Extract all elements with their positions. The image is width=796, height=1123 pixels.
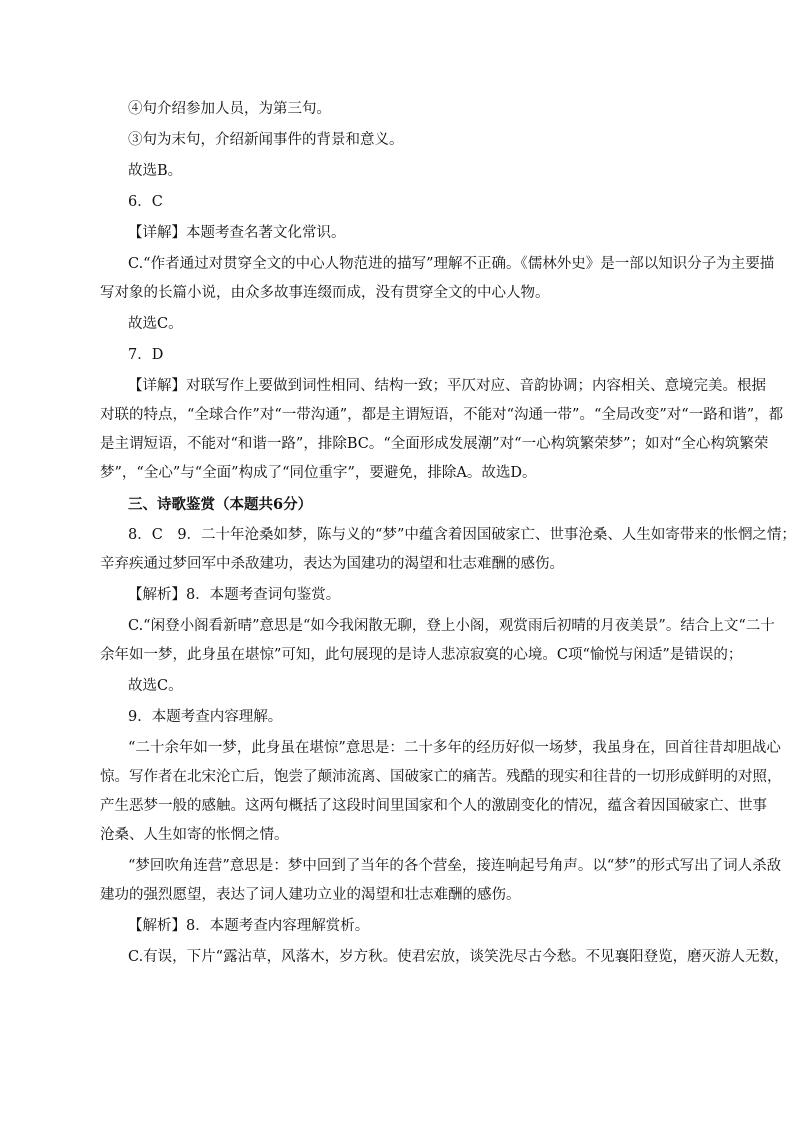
section-heading-analysis: 【解析】8．本题考查内容理解赏析。	[128, 918, 370, 934]
text-line: C.有误，下片“露沾草，风落木，岁方秋。使君宏放，谈笑洗尽古今愁。不见襄阳登览，磨灭游人无数，	[128, 949, 789, 965]
text-line: 是主谓短语，不能对“和谐一路”，排除BC。“全面形成发展潮”对“一心构筑繁荣梦”；如对“全心构筑繁荣	[100, 436, 769, 452]
text-line: 写对象的长篇小说，由众多故事连缀而成，没有贯穿全文的中心人物。	[100, 285, 550, 301]
text-line: 建功的强烈愿望，表达了词人建功立业的渴望和壮志难酬的感伤。	[100, 887, 521, 903]
text-line: 梦”，“全心”与“全面”构成了“同位重字”，要避免，排除A。故选D。	[100, 465, 537, 481]
section-heading-analysis: 【解析】8．本题考查词句鉴赏。	[128, 587, 341, 603]
text-line: 9．本题考查内容理解。	[128, 709, 283, 725]
answer-number: 6．C	[128, 194, 163, 210]
text-line: C.“作者通过对贯穿全文的中心人物范进的描写”理解不正确。《儒林外史》是一部以知识分子为主要描	[128, 256, 775, 272]
text-line: 对联的特点，“全球合作”对“一带沟通”，都是主谓短语，不能对“沟通一带”。“全局改变”对“一路和谐”，都	[100, 407, 784, 423]
text-line: 产生恶梦一般的感触。这两句概括了这段时间里国家和个人的激剧变化的情况，蕴含着因国破家亡、世事	[100, 798, 767, 814]
text-line: 故选B。	[128, 163, 183, 179]
section-heading-detail: 【详解】本题考查名著文化常识。	[128, 225, 346, 241]
text-line: 故选C。	[128, 316, 183, 332]
text-line: ④句介绍参加人员，为第三句。	[128, 101, 331, 117]
text-line: 惊。写作者在北宋沦亡后，饱尝了颠沛流离、国破家亡的痛苦。残酷的现实和往昔的一切形成鲜明的对照，	[100, 769, 782, 785]
text-line: 沧桑、人生如寄的怅惘之情。	[100, 827, 289, 843]
text-line: 8．C 9．二十年沧桑如梦，陈与义的“梦”中蕴含着因国破家亡、世事沧桑、人生如寄带来的怅惘之情；	[128, 527, 796, 543]
text-line: 余年如一梦，此身虽在堪惊”可知，此句展现的是诗人悲凉寂寞的心境。C项“愉悦与闲适”是错误的；	[100, 647, 743, 663]
text-line: C.“闲登小阁看新晴”意思是“如今我闲散无聊，登上小阁，观赏雨后初晴的月夜美景”。结合上文“二十	[128, 618, 775, 634]
section-title: 三、诗歌鉴赏（本题共6分）	[128, 496, 313, 513]
text-line: “二十余年如一梦，此身虽在堪惊”意思是：二十多年的经历好似一场梦，我虽身在，回首往昔却胆战心	[128, 740, 781, 756]
document-body	[100, 98, 796, 977]
text-line: 【详解】对联写作上要做到词性相同、结构一致；平仄对应、音韵协调；内容相关、意境完美。根据	[128, 378, 766, 394]
answer-number: 7．D	[128, 347, 164, 363]
text-line: ③句为末句，介绍新闻事件的背景和意义。	[128, 132, 404, 148]
text-line: 故选C。	[128, 678, 183, 694]
text-line: “梦回吹角连营”意思是：梦中回到了当年的各个营垒，接连响起号角声。以“梦”的形式写出了词人杀敌	[128, 858, 782, 874]
text-line: 辛弃疾通过梦回军中杀敌建功，表达为国建功的渴望和壮志难酬的感伤。	[100, 556, 564, 572]
